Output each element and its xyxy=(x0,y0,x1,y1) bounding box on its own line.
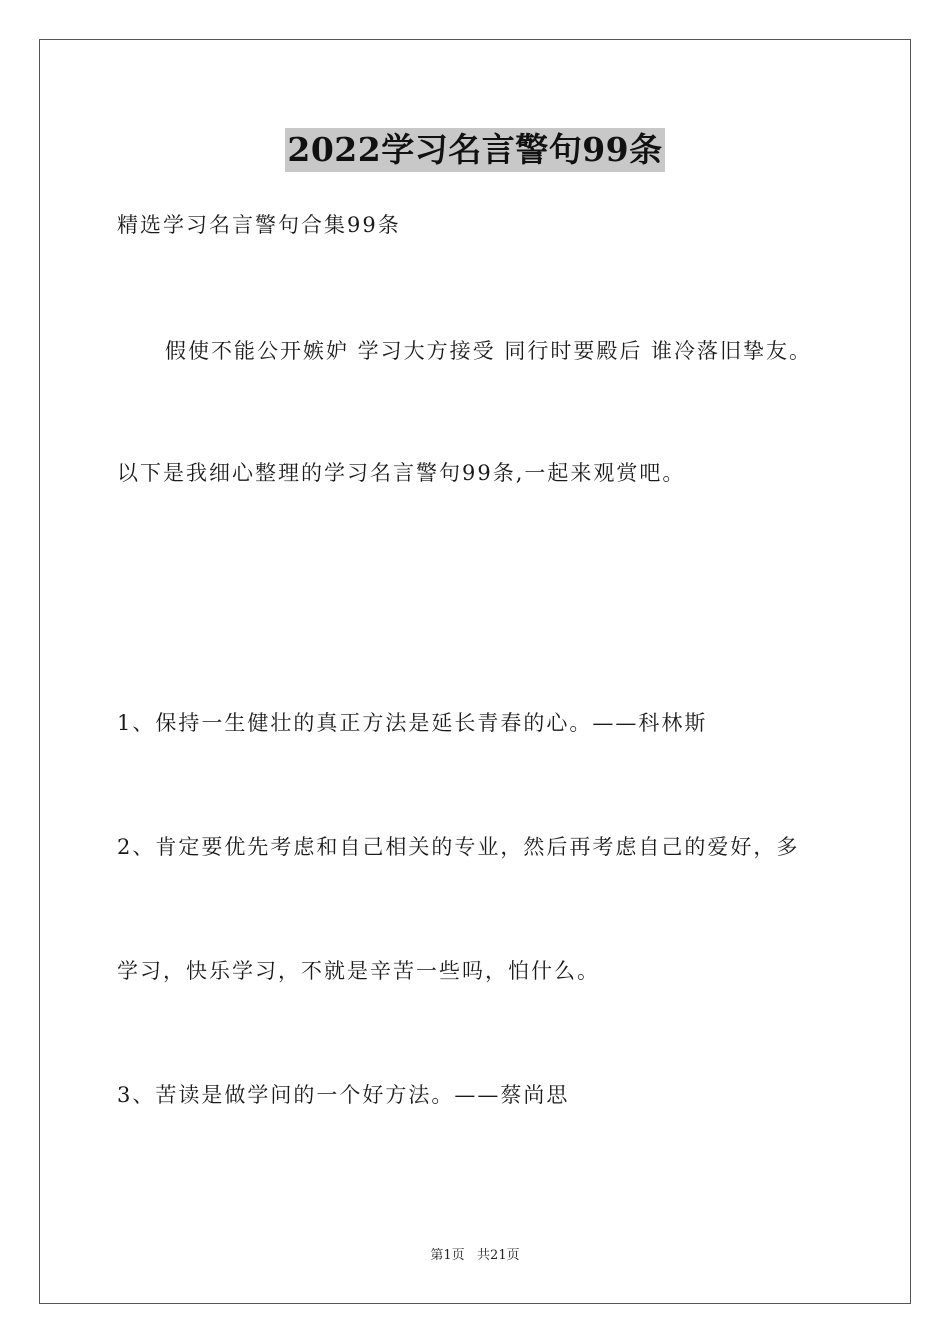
document-subtitle: 精选学习名言警句合集99条 xyxy=(117,213,401,237)
intro-quote: 假使不能公开嫉妒 学习大方接受 同行时要殿后 谁冷落旧挚友。 xyxy=(165,339,813,363)
quote-line-4: 3、苦读是做学问的一个好方法。——蔡尚思 xyxy=(117,1083,570,1107)
title-container xyxy=(0,128,950,172)
quote-line-3: 学习，快乐学习，不就是辛苦一些吗，怕什么。 xyxy=(117,959,600,983)
document-title: 2022学习名言警句99条 xyxy=(285,128,664,172)
intro-text: 以下是我细心整理的学习名言警句99条,一起来观赏吧。 xyxy=(117,461,686,485)
quote-line-2: 2、肯定要优先考虑和自己相关的专业，然后再考虑自己的爱好，多 xyxy=(117,835,800,859)
page-number: 第1页 共21页 xyxy=(430,1248,520,1263)
quote-line-1: 1、保持一生健壮的真正方法是延长青春的心。——科林斯 xyxy=(117,711,708,735)
